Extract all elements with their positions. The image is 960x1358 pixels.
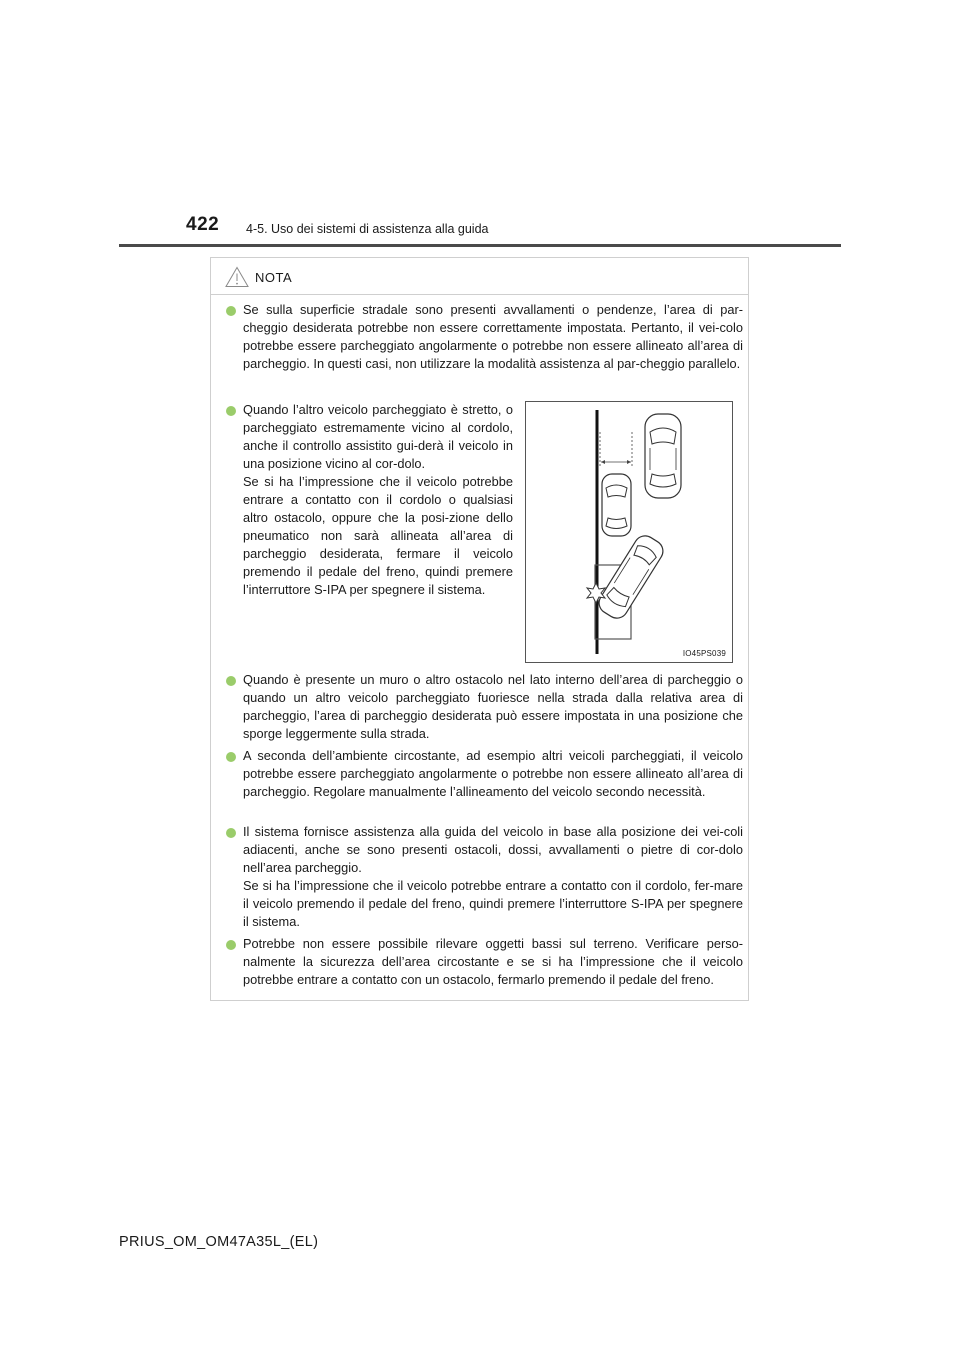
note-item-text-continued: Se si ha l’impressione che il veicolo potrebbe entrare a contatto con il cordolo, fer-mare il veicolo premendo il pedale del freno, quindi premere l’interruttore S-IPA per spegnere il sistema. bbox=[243, 878, 743, 929]
note-item bbox=[243, 935, 743, 989]
note-box bbox=[210, 257, 749, 1001]
bullet-icon bbox=[226, 940, 236, 950]
bullet-icon bbox=[226, 406, 236, 416]
bullet-icon bbox=[226, 752, 236, 762]
note-item-text: Quando è presente un muro o altro ostacolo nel lato interno dell’area di parcheggio o quando un altro veicolo parcheggiato fuoriesce nella strada dalla relativa area di parcheggio, l’area di parcheggio desiderata può essere impostata in una posizione che sporge leggermente sulla strada. bbox=[243, 672, 743, 741]
figure-code: IO45PS039 bbox=[682, 649, 726, 658]
page-number: 422 bbox=[186, 214, 220, 235]
note-item bbox=[243, 747, 743, 801]
parking-diagram bbox=[525, 401, 733, 663]
note-title: NOTA bbox=[255, 269, 293, 285]
note-item bbox=[243, 401, 513, 599]
bullet-icon bbox=[226, 828, 236, 838]
section-title: 4-5. Uso dei sistemi di assistenza alla guida bbox=[246, 222, 489, 236]
bullet-icon bbox=[226, 306, 236, 316]
parking-illustration bbox=[526, 402, 732, 662]
note-item-text: Potrebbe non essere possibile rilevare oggetti bassi sul terreno. Verificare perso-nalmente la sicurezza dell’area circostante e se si ha l’impressione che il veicolo potrebbe entrare a contatto con un ostacolo, fermarlo premendo il pedale del freno. bbox=[243, 936, 743, 987]
warning-triangle-icon bbox=[225, 266, 249, 288]
parked-car-icon bbox=[602, 474, 631, 536]
bullet-icon bbox=[226, 676, 236, 686]
note-item-text: Il sistema fornisce assistenza alla guida del veicolo in base alla posizione dei vei-coli adiacenti, anche se sono presenti ostacoli, dossi, avvallamenti o pietre di cor-dolo nell’area parcheggio. bbox=[243, 824, 743, 875]
note-item bbox=[243, 671, 743, 743]
note-item bbox=[243, 301, 743, 373]
note-header bbox=[225, 264, 292, 290]
note-item-text-continued: Se si ha l’impressione che il veicolo potrebbe entrare a contatto con il cordolo o qualsiasi altro ostacolo, oppure che la posi-zione dello pneumatico non sarà allineata all’area di parcheggio desiderata, fermare il veicolo premendo il pedale del freno, quindi premere l’interruttore S-IPA per spegnere il sistema. bbox=[243, 474, 513, 597]
note-item-text: A seconda dell’ambiente circostante, ad esempio altri veicoli parcheggiati, il veicolo potrebbe essere parcheggiato angolarmente o potrebbe non essere allineato all’area di parcheggio. Regolare manualmente l’allineamento del veicolo secondo necessità. bbox=[243, 748, 743, 799]
note-divider bbox=[211, 294, 748, 295]
note-item bbox=[243, 823, 743, 931]
header-rule bbox=[119, 244, 841, 247]
note-item-text: Se sulla superficie stradale sono presenti avvallamenti o pendenze, l’area di par-cheggio desiderata potrebbe non essere correttamente impostata. Pertanto, il vei-colo potrebbe essere parcheggiato angolarmente o potrebbe non essere allineato all’area di parcheggio. In questi casi, non utilizzare la modalità assistenza al par-cheggio parallelo. bbox=[243, 302, 743, 371]
note-item-text: Quando l’altro veicolo parcheggiato è stretto, o parcheggiato estremamente vicino al cordolo, anche il controllo assistito gui-derà il veicolo in una posizione vicino al cor-dolo. bbox=[243, 402, 513, 471]
parked-car-icon bbox=[645, 414, 681, 498]
document-code: PRIUS_OM_OM47A35L_(EL) bbox=[119, 1234, 319, 1250]
